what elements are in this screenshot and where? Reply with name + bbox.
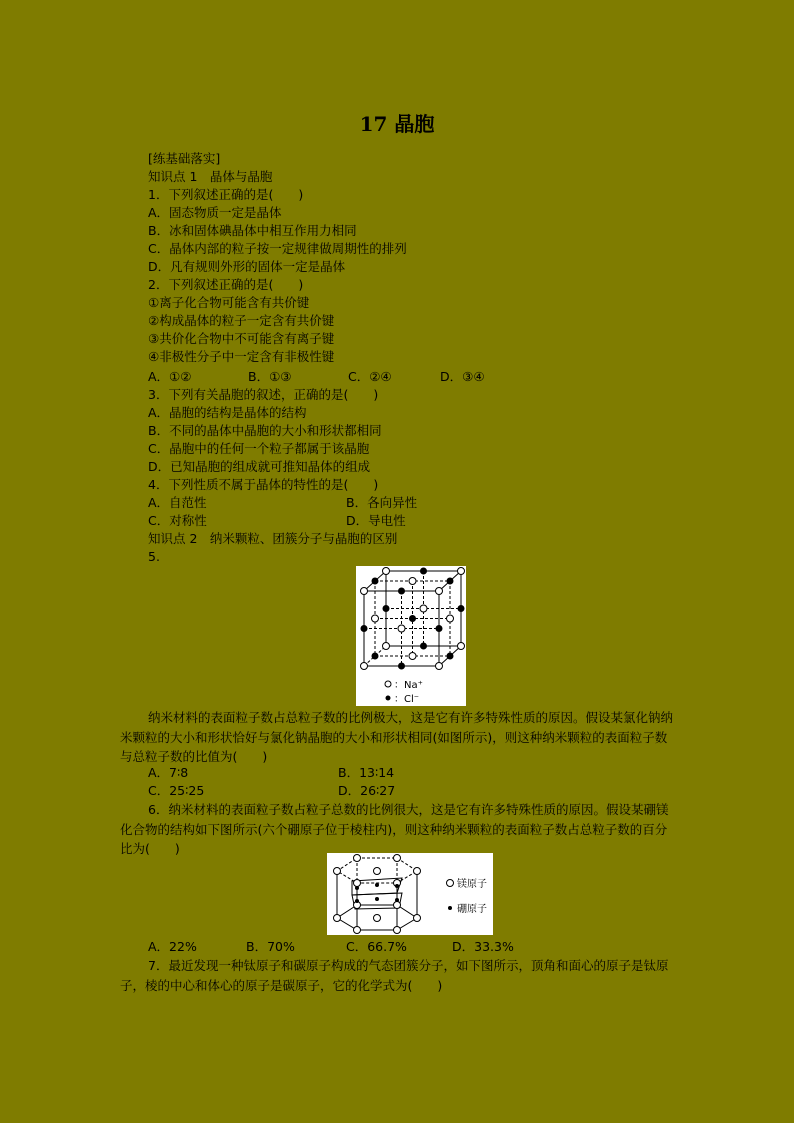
mgb-structure-figure [327, 853, 493, 935]
q4-option-c: C．对称性 [148, 513, 207, 528]
knowledge-point-1: 知识点 1 晶体与晶胞 [148, 169, 273, 184]
legend-mg: 镁原子 [457, 879, 487, 890]
q2-statement-2: ②构成晶体的粒子一定含有共价键 [148, 313, 335, 328]
q2-option-a: A．①② [148, 369, 192, 384]
q5-text: 纳米材料的表面粒子数占总粒子数的比例极大，这是它有许多特殊性质的原因。假设某氯化钠纳米颗粒的大小和形状恰好与氯化钠晶胞的大小和形状相同(如图所示)，则这种纳米颗粒的表面粒子数与总粒子数的比值为( ) [120, 710, 674, 764]
knowledge-point-2: 知识点 2 纳米颗粒、团簇分子与晶胞的区别 [148, 531, 398, 546]
q5-number: 5. [148, 549, 160, 564]
q2-option-b: B．①③ [248, 369, 292, 384]
q3-option-c: C．晶胞中的任何一个粒子都属于该晶胞 [148, 441, 370, 456]
q4-option-b: B．各向异性 [346, 495, 418, 510]
q3-option-d: D．已知晶胞的组成就可推知晶体的组成 [148, 459, 371, 474]
q2-stem: 2．下列叙述正确的是( ) [148, 277, 304, 292]
q1-option-b: B．冰和固体碘晶体中相互作用力相同 [148, 223, 357, 238]
q2-option-d: D．③④ [440, 369, 485, 384]
q6-option-a: A．22% [148, 939, 197, 954]
q1-stem: 1．下列叙述正确的是( ) [148, 187, 304, 202]
q5-option-b: B．13∶14 [338, 765, 395, 780]
q1-option-a: A．固态物质一定是晶体 [148, 205, 282, 220]
nacl-crystal-figure [356, 566, 466, 706]
q5-option-d: D．26∶27 [338, 783, 396, 798]
q2-option-c: C．②④ [348, 369, 392, 384]
section-heading: [练基础落实] [148, 151, 221, 166]
legend-cl: ：Cl⁻ [394, 694, 420, 705]
q1-option-c: C．晶体内部的粒子按一定规律做周期性的排列 [148, 241, 407, 256]
q4-option-d: D．导电性 [346, 513, 406, 528]
q6-text: 6．纳米材料的表面粒子数占粒子总数的比例很大，这是它有许多特殊性质的原因。假设某硼镁化合物的结构如下图所示(六个硼原子位于棱柱内)，则这种纳米颗粒的表面粒子数占总粒子数的百分比为( ) [120, 802, 669, 856]
q2-statement-4: ④非极性分子中一定含有非极性键 [148, 349, 335, 364]
q2-statement-3: ③共价化合物中不可能含有离子键 [148, 331, 335, 346]
q6-option-b: B．70% [246, 939, 295, 954]
legend-na: ：Na⁺ [394, 680, 423, 691]
q1-option-d: D．凡有规则外形的固体一定是晶体 [148, 259, 346, 274]
q3-option-b: B．不同的晶体中晶胞的大小和形状都相同 [148, 423, 382, 438]
q5-option-a: A．7∶8 [148, 765, 189, 780]
q5-option-c: C．25∶25 [148, 783, 205, 798]
q6-option-d: D．33.3% [452, 939, 514, 954]
q6-option-c: C．66.7% [346, 939, 407, 954]
page-title: 17 晶胞 [359, 112, 435, 136]
q4-option-a: A．自范性 [148, 495, 207, 510]
q3-option-a: A．晶胞的结构是晶体的结构 [148, 405, 307, 420]
q7-text: 7．最近发现一种钛原子和碳原子构成的气态团簇分子，如下图所示，顶角和面心的原子是钛原子，棱的中心和体心的原子是碳原子，它的化学式为( ) [120, 958, 669, 993]
q4-stem: 4．下列性质不属于晶体的特性的是( ) [148, 477, 379, 492]
q2-statement-1: ①离子化合物可能含有共价键 [148, 295, 310, 310]
q3-stem: 3．下列有关晶胞的叙述，正确的是( ) [148, 387, 379, 402]
legend-b: 硼原子 [457, 904, 487, 915]
